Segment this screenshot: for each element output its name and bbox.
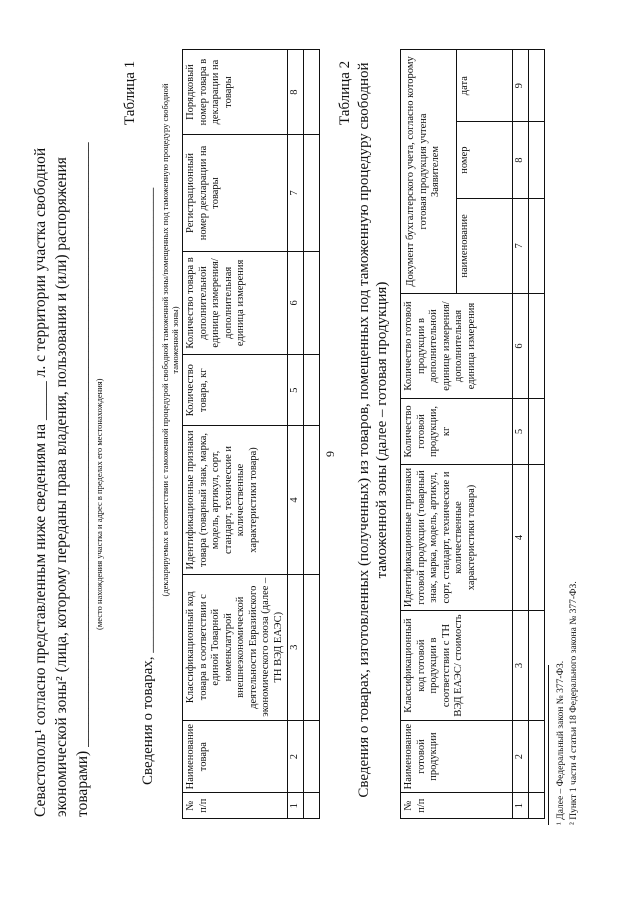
table1 — [182, 49, 320, 819]
t1-col-number: 1 — [288, 793, 304, 819]
table2-caption: Таблица 2 — [337, 60, 353, 125]
t1-col-number: 7 — [288, 135, 304, 252]
intro-line-2: экономической зоны² (лица, которому переданы права владения, пользования и (или) распоряжения — [53, 157, 70, 817]
t2-col-number: 3 — [513, 611, 529, 721]
table2-title — [355, 45, 391, 815]
table2-empty-row — [529, 50, 545, 819]
t2-col-number: 2 — [513, 720, 529, 792]
t2-col-number: 9 — [513, 50, 529, 122]
t2-subheader-number: номер — [457, 122, 513, 198]
t2-header-qty-kg: Количество готовой продукции, кг — [401, 399, 513, 465]
table1-number-row — [288, 50, 304, 819]
t1-header-qty-extra: Количество товара в дополнительной единице измерения/ дополнительная единица измерения — [183, 251, 288, 354]
t2-doc-header: Документ бухгалтерского учета, согласно которому готовая продукция учтена — [405, 56, 429, 287]
t2-applicant: Заявителем — [430, 145, 441, 198]
t2-header-code: Классификационный код готовой продукции в соответствии с ТН ВЭД ЕАЭС/ стоимость — [401, 611, 513, 721]
t1-header-name: Наименование товара — [183, 720, 288, 792]
t1-col-number: 2 — [288, 720, 304, 792]
intro-paragraph — [30, 52, 93, 817]
t2-header-num: № п/п — [401, 793, 513, 819]
footnote-1: ¹ Далее – Федеральный закон № 377-ФЗ. — [556, 660, 566, 825]
t2-col-number: 7 — [513, 198, 529, 293]
t2-col-number: 1 — [513, 793, 529, 819]
intro-line-3: товарами) ______________________________________________________________________________ — [74, 142, 91, 817]
t1-header-num: № п/п — [183, 793, 288, 819]
table1-empty-row — [304, 50, 320, 819]
table1-title: Сведения о товарах, ______________________________________________________________ — [140, 187, 156, 785]
intro-line-1: Севастополь¹ согласно представленным ниже сведениям на _____ л. с территории участка свободной — [32, 147, 49, 817]
t1-col-number: 3 — [288, 574, 304, 720]
t1-header-qty-kg: Количество товара, кг — [183, 354, 288, 425]
t1-header-code: Классификационный код товара в соответствии с единой Товарной номенклатурой внешнеэкономической деятельности Евразийского экономического союза (далее – ТН ВЭД ЕАЭС) — [183, 574, 288, 720]
t2-header-document — [401, 50, 457, 294]
t2-subheader-name: наименование — [457, 198, 513, 293]
t2-header-features: Идентификационные признаки готовой продукции (товарный знак, марка, модель, артикул, сорт, стандарт, технические и количественные характеристики товара) — [401, 464, 513, 610]
t2-col-number: 6 — [513, 293, 529, 398]
page-number: 9 — [323, 451, 337, 457]
footnote-divider — [548, 665, 549, 825]
place-note: (место нахождения участка и адрес в пределах его местонахождения) — [94, 378, 104, 630]
t1-header-features: Идентификационные признаки товара (товарный знак, марка, модель, артикул, сорт, стандарт, технические и количественные характеристики товара) — [183, 426, 288, 574]
table2-header-row — [401, 50, 457, 819]
t2-col-number: 4 — [513, 464, 529, 610]
t2-header-qty-extra: Количество готовой продукции в дополнительной единице измерения/ дополнительная единица измерения — [401, 293, 513, 398]
table2-number-row — [513, 50, 529, 819]
table1-title-note: (декларируемых в соответствии с таможенной процедурой свободной таможенной зоны/помещенных под таможенную процедуру свободной таможенной зоны) — [160, 83, 180, 597]
table2-title-line1: Сведения о товарах, изготовленных (полученных) из товаров, помещенных под таможенную процедуру свободной — [356, 62, 372, 798]
table2 — [400, 49, 545, 819]
t2-col-number: 8 — [513, 122, 529, 198]
table2-title-line2: таможенной зоны (далее – готовая продукция) — [374, 281, 390, 579]
t1-header-declaration: Регистрационный номер декларации на товары — [183, 135, 288, 252]
t1-header-position: Порядковый номер товара в декларации на товары — [183, 50, 288, 135]
t2-subheader-date: дата — [457, 50, 513, 122]
table1-caption: Таблица 1 — [122, 60, 138, 125]
t2-header-name: Наименование готовой продукции — [401, 720, 513, 792]
t1-col-number: 4 — [288, 426, 304, 574]
t1-col-number: 8 — [288, 50, 304, 135]
t1-col-number: 5 — [288, 354, 304, 425]
footnote-2: ² Пункт 1 части 4 статьи 18 Федерального закона № 377-ФЗ. — [569, 581, 579, 825]
t2-col-number: 5 — [513, 399, 529, 465]
t1-col-number: 6 — [288, 251, 304, 354]
table1-header-row — [183, 50, 288, 819]
